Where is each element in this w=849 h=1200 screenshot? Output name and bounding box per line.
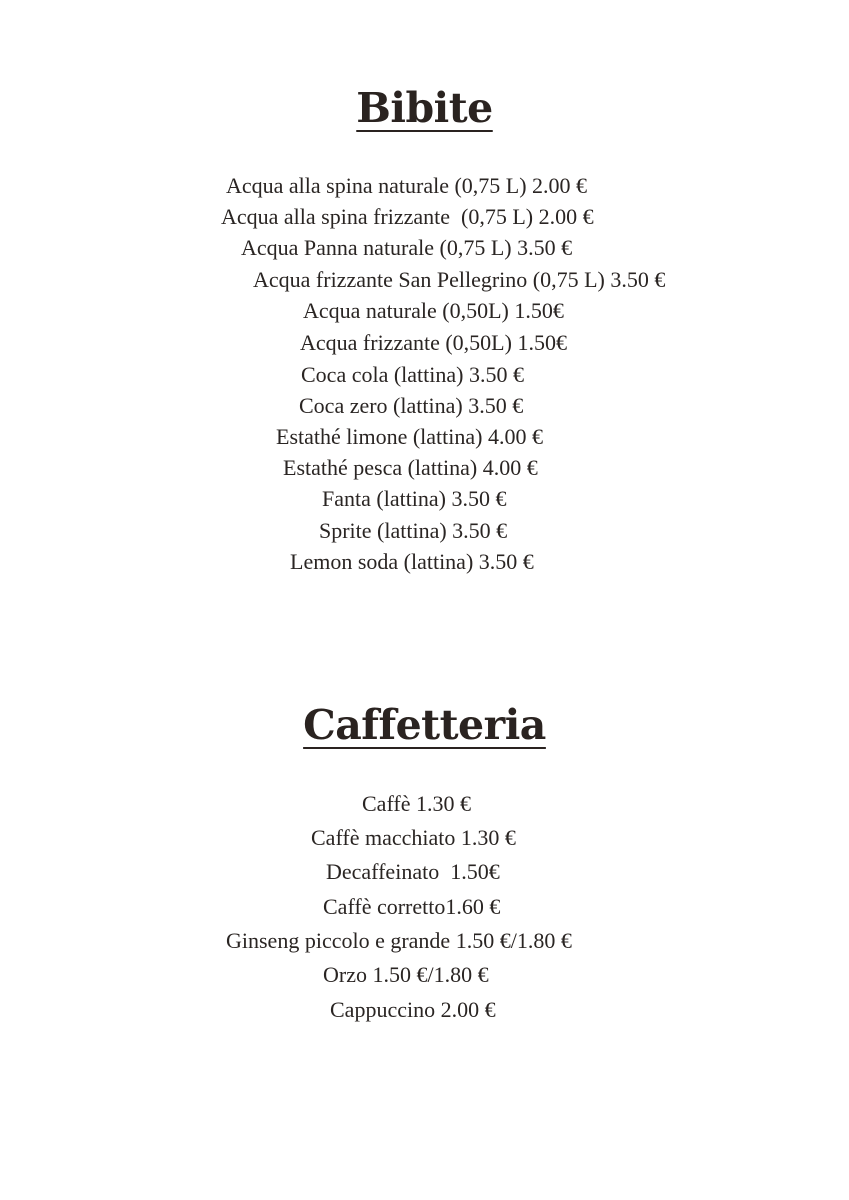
menu-item: Acqua alla spina frizzante (0,75 L) 2.00 € bbox=[221, 204, 594, 229]
section-title-bibite-text: Bibite bbox=[356, 84, 493, 132]
menu-item: Acqua alla spina naturale (0,75 L) 2.00 € bbox=[226, 173, 588, 198]
menu-item: Caffè corretto1.60 € bbox=[323, 894, 501, 919]
menu-item: Ginseng piccolo e grande 1.50 €/1.80 € bbox=[226, 928, 572, 953]
menu-item: Fanta (lattina) 3.50 € bbox=[322, 486, 507, 511]
section-title-bibite bbox=[0, 84, 849, 132]
menu-item: Sprite (lattina) 3.50 € bbox=[319, 518, 508, 543]
menu-item: Estathé limone (lattina) 4.00 € bbox=[276, 424, 543, 449]
section-title-caffetteria bbox=[0, 701, 849, 749]
menu-item: Cappuccino 2.00 € bbox=[330, 997, 496, 1022]
menu-item: Lemon soda (lattina) 3.50 € bbox=[290, 549, 534, 574]
menu-item: Decaffeinato 1.50€ bbox=[326, 859, 500, 884]
menu-item: Caffè macchiato 1.30 € bbox=[311, 825, 516, 850]
menu-item: Acqua naturale (0,50L) 1.50€ bbox=[303, 298, 564, 323]
menu-item: Acqua frizzante (0,50L) 1.50€ bbox=[300, 330, 567, 355]
section-title-caffetteria-text: Caffetteria bbox=[303, 701, 546, 749]
menu-item: Acqua frizzante San Pellegrino (0,75 L) 3.50 € bbox=[253, 267, 666, 292]
menu-item: Orzo 1.50 €/1.80 € bbox=[323, 962, 489, 987]
menu-item: Coca zero (lattina) 3.50 € bbox=[299, 393, 524, 418]
menu-item: Caffè 1.30 € bbox=[362, 791, 471, 816]
menu-item: Acqua Panna naturale (0,75 L) 3.50 € bbox=[241, 235, 573, 260]
menu-item: Coca cola (lattina) 3.50 € bbox=[301, 362, 524, 387]
menu-item: Estathé pesca (lattina) 4.00 € bbox=[283, 455, 538, 480]
